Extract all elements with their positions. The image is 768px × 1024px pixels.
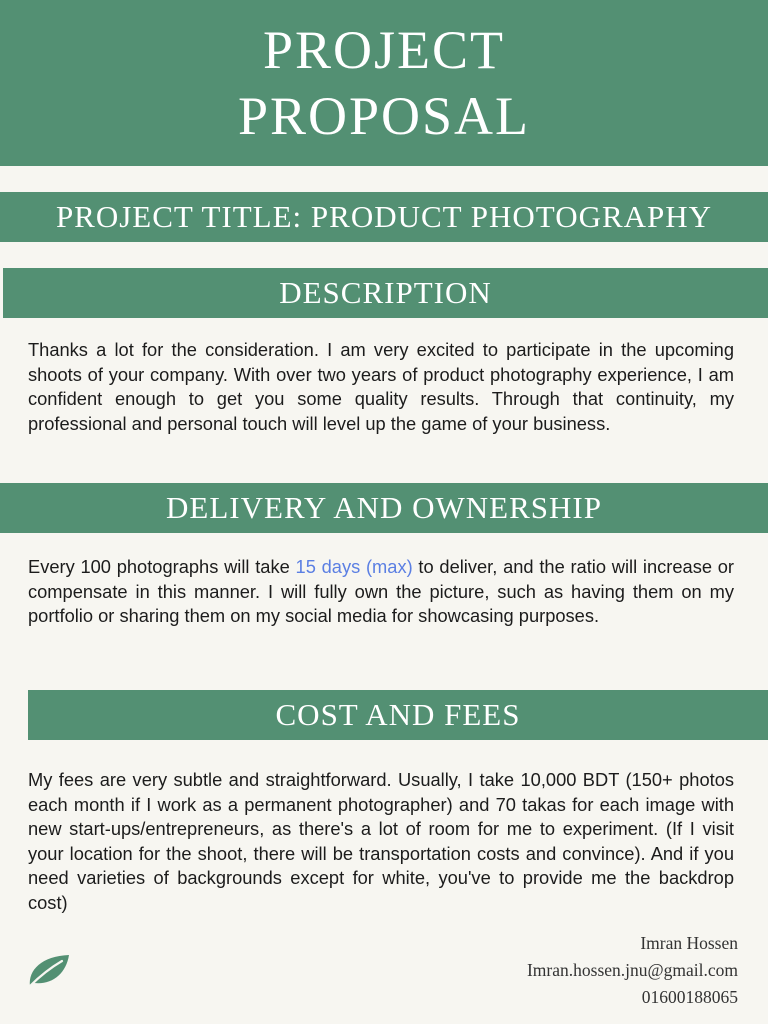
delivery-text-end: to deliver, and the ratio will increase or compensate in this manner. I will fully own the picture, such as having them on my portfolio or sharing them on my social media for showcasing purposes. [28, 556, 734, 627]
project-title: PROJECT TITLE: PRODUCT PHOTOGRAPHY [0, 192, 768, 242]
page-title-line-1: PROJECT [262, 20, 506, 80]
cost-text: My fees are very subtle and straightforward. Usually, I take 10,000 BDT (150+ photos each month if I work as a permanent photographer) and 70 takas for each image with new start-ups/entrepreneurs, as there's a lot of room for me to experiment. (If I visit your location for the shoot, there will be transportation costs and convince). And if you need varieties of backgrounds except for white, you've to provide me the backdrop cost) [28, 769, 734, 913]
leaf-icon [26, 952, 72, 988]
contact-block [527, 930, 738, 1011]
delivery-highlight: 15 days (max) [295, 556, 413, 577]
contact-email: Imran.hossen.jnu@gmail.com [526, 960, 738, 980]
contact-phone: 01600188065 [641, 987, 738, 1007]
description-text: Thanks a lot for the consideration. I am very excited to participate in the upcoming shoots of your company. With over two years of product photography experience, I am confident enough to get you some quality results. Through that continuity, my professional and personal touch will level up the game of your business. [28, 339, 734, 434]
delivery-text-start: Every 100 photographs will take [28, 556, 296, 577]
page-title-line-2: PROPOSAL [237, 86, 531, 146]
delivery-heading: DELIVERY AND OWNERSHIP [0, 483, 768, 533]
cost-heading: COST AND FEES [28, 690, 768, 740]
description-heading: DESCRIPTION [3, 268, 768, 318]
delivery-text [28, 555, 734, 629]
contact-name: Imran Hossen [640, 933, 738, 953]
page-header [0, 0, 768, 166]
